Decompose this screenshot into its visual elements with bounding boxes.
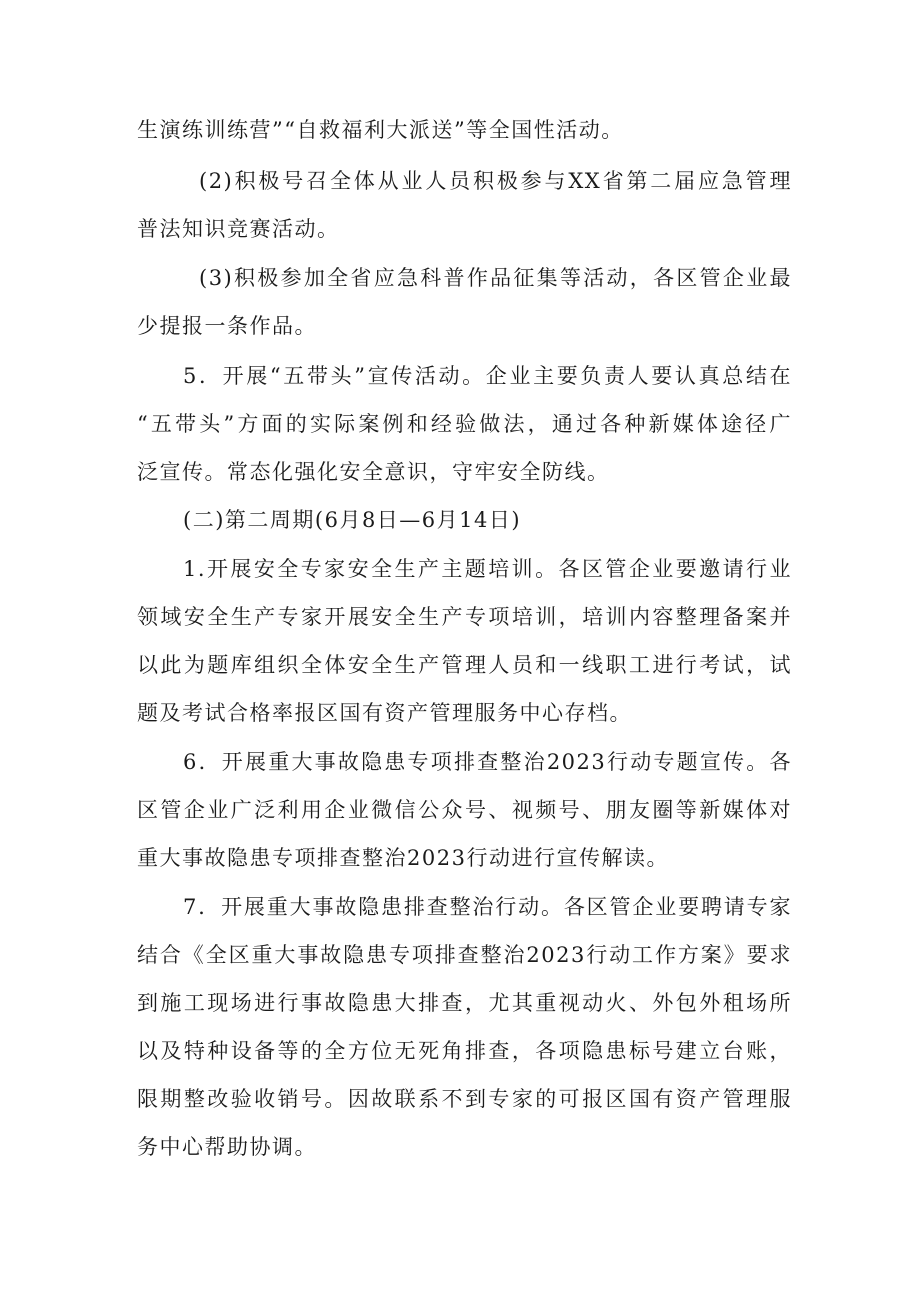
- text-line: 5．开展“五带头”宣传活动。企业主要负责人要认真总结在: [183, 364, 792, 388]
- paragraph-item-3: [137, 254, 792, 350]
- text-line: 7．开展重大事故隐患排查整治行动。各区管企业要聘请专家: [183, 895, 792, 919]
- paragraph-item-2: [137, 157, 792, 253]
- text-line: 普法知识竞赛活动。: [137, 217, 340, 241]
- text-line: (3)积极参加全省应急科普作品征集等活动，各区管企业最: [199, 266, 792, 290]
- text-line: “五带头”方面的实际案例和经验做法，通过各种新媒体途径广: [137, 412, 792, 436]
- text-line: (2)积极号召全体从业人员积极参与XX省第二届应急管理: [199, 169, 792, 193]
- paragraph-section-5: [137, 352, 792, 496]
- text-line: 以及特种设备等的全方位无死角排查，各项隐患标号建立台账，: [137, 1039, 792, 1063]
- section-heading-second-period: [137, 496, 792, 544]
- text-line: 限期整改验收销号。因故联系不到专家的可报区国有资产管理服: [137, 1087, 792, 1111]
- text-line: 6．开展重大事故隐患专项排查整治2023行动专题宣传。各: [183, 750, 792, 774]
- text-line: 结合《全区重大事故隐患专项排查整治2023行动工作方案》要求: [137, 943, 792, 967]
- text-line: 务中心帮助协调。: [137, 1135, 317, 1159]
- text-line: 以此为题库组织全体安全生产管理人员和一线职工进行考试，试: [137, 653, 792, 677]
- text-line: 生演练训练营”“自救福利大派送”等全国性活动。: [137, 118, 624, 142]
- text-line: 1.开展安全专家安全生产主题培训。各区管企业要邀请行业: [183, 557, 792, 581]
- paragraph-section-7: [137, 883, 792, 1171]
- text-line: 重大事故隐患专项排查整治2023行动进行宣传解读。: [137, 846, 669, 870]
- text-line: 领域安全生产专家开展安全生产专项培训，培训内容整理备案并: [137, 605, 792, 629]
- text-line: 到施工现场进行事故隐患大排查，尤其重视动火、外包外租场所: [137, 991, 792, 1015]
- text-line: 少提报一条作品。: [137, 314, 317, 338]
- text-line: (二)第二周期(6月8日—6月14日): [183, 508, 522, 532]
- paragraph-section-6: [137, 738, 792, 882]
- text-line: 泛宣传。常态化强化安全意识，守牢安全防线。: [137, 460, 610, 484]
- text-line: 题及考试合格率报区国有资产管理服务中心存档。: [137, 701, 632, 725]
- paragraph-section-1: [137, 545, 792, 737]
- text-line: 区管企业广泛利用企业微信公众号、视频号、朋友圈等新媒体对: [137, 798, 792, 822]
- paragraph-activity-end: [137, 106, 792, 154]
